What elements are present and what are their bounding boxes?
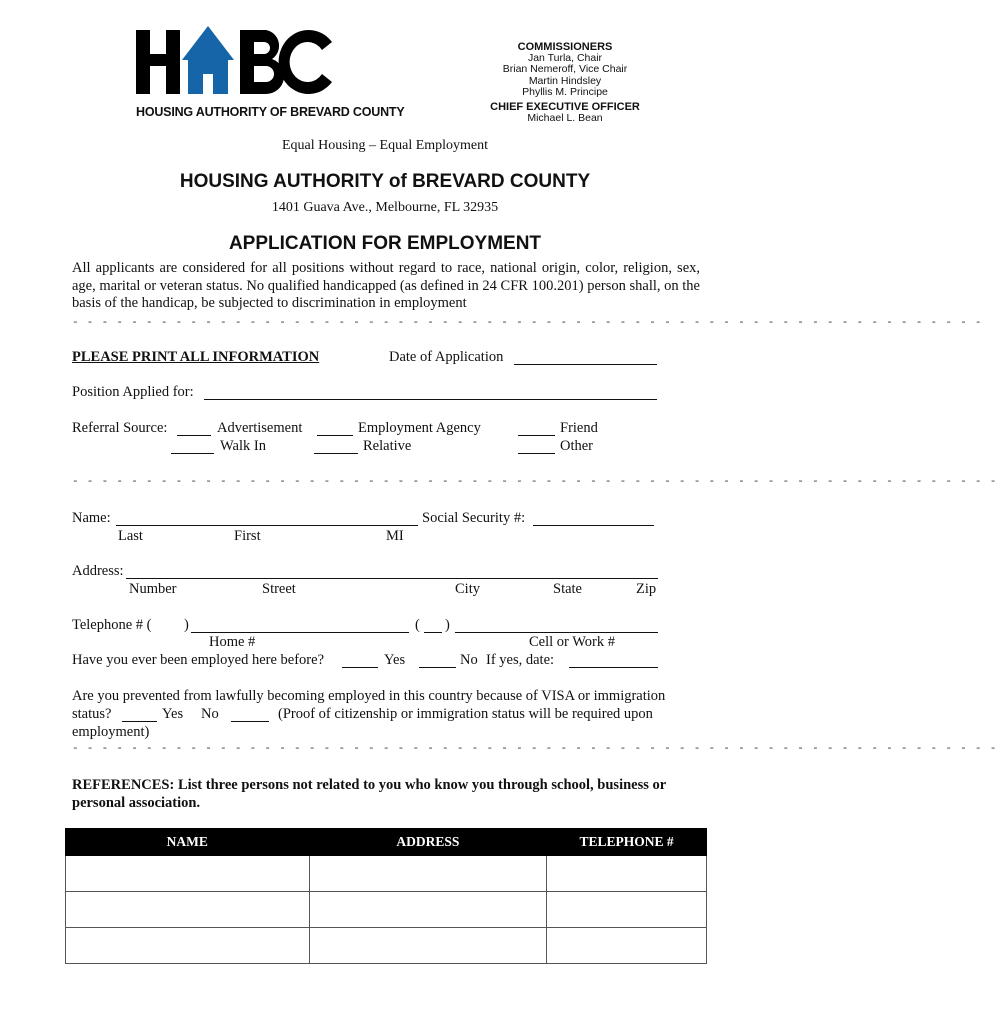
reference-address-cell[interactable] [309, 928, 547, 964]
address-part-label: Street [262, 581, 296, 597]
visa-note-end: employment) [72, 724, 150, 740]
divider: - - - - - - - - - - - - - - - - - - - - - - - - - - - - - - - - - - - - - - - - - - - - - - - - - - - - - - - - - - - - - - [72, 317, 983, 329]
ceo-name: Michael L. Bean [527, 112, 603, 125]
reference-telephone-cell[interactable] [547, 892, 707, 928]
employed-date-field[interactable] [569, 654, 658, 668]
telephone-label: Telephone # ( [72, 617, 152, 633]
home-label: Home # [209, 634, 256, 650]
referral-option: Other [560, 438, 594, 454]
if-yes-date-label: If yes, date: [486, 652, 555, 668]
habc-logo [136, 24, 336, 100]
org-title: HOUSING AUTHORITY of BREVARD COUNTY [179, 171, 591, 192]
address-part-label: Number [129, 581, 177, 597]
position-field[interactable] [204, 386, 657, 400]
referral-friend-blank[interactable] [518, 422, 555, 436]
referral-option: Advertisement [217, 420, 303, 436]
visa-status-label: status? [72, 706, 112, 722]
equal-housing-line: Equal Housing – Equal Employment [281, 138, 489, 153]
intro-paragraph: All applicants are considered for all positions without regard to race, national origin, color, religion, sex, age, marital or veteran status. No qualified handicapped (as defined in 24 CFR 100.201) person shall, on the basis of the handicap, be subjected to discrimination in employment [72, 260, 700, 311]
no-label: No [460, 652, 478, 668]
divider: - - - - - - - - - - - - - - - - - - - - - - - - - - - - - - - - - - - - - - - - - - - - - - - - - - - - - - - - - - - - - - - [72, 743, 997, 755]
date-of-application-field[interactable] [514, 351, 657, 365]
commissioner-name: Jan Turla, Chair [527, 52, 603, 65]
referral-label: Referral Source: [72, 420, 168, 436]
ceo-title: CHIEF EXECUTIVE OFFICER [490, 101, 640, 114]
table-row [66, 928, 707, 964]
visa-yes-blank[interactable] [122, 708, 157, 722]
address-part-label: State [553, 581, 582, 597]
referral-walkin-blank[interactable] [171, 440, 214, 454]
employed-no-blank[interactable] [419, 654, 456, 668]
visa-no-blank[interactable] [231, 708, 269, 722]
divider: - - - - - - - - - - - - - - - - - - - - - - - - - - - - - - - - - - - - - - - - - - - - - - - - - - - - - - - - - - - - - - - [72, 476, 997, 488]
referral-other-blank[interactable] [518, 440, 555, 454]
name-part-label: First [234, 528, 261, 544]
name-part-label: MI [386, 528, 404, 544]
paren-close: ) [445, 617, 450, 633]
reference-name-cell[interactable] [66, 856, 310, 892]
name-field[interactable] [116, 512, 418, 526]
address-part-label: Zip [636, 581, 657, 597]
yes-label: Yes [384, 652, 406, 668]
visa-note: (Proof of citizenship or immigration status will be required upon [278, 706, 653, 722]
reference-address-cell[interactable] [309, 856, 547, 892]
org-address: 1401 Guava Ave., Melbourne, FL 32935 [271, 200, 499, 215]
position-label: Position Applied for: [72, 384, 194, 400]
ssn-field[interactable] [533, 512, 654, 526]
address-part-label: City [455, 581, 480, 597]
reference-name-cell[interactable] [66, 928, 310, 964]
cell-phone-field[interactable] [455, 619, 658, 633]
paren-open: ( [415, 617, 420, 633]
referral-option: Walk In [220, 438, 266, 454]
column-header-address: ADDRESS [309, 829, 547, 856]
table-row [66, 856, 707, 892]
reference-address-cell[interactable] [309, 892, 547, 928]
column-header-telephone: TELEPHONE # [547, 829, 707, 856]
commissioner-name: Phyllis M. Principe [522, 85, 608, 98]
referral-option: Relative [363, 438, 412, 454]
referral-option: Employment Agency [358, 420, 481, 436]
reference-telephone-cell[interactable] [547, 856, 707, 892]
referral-relative-blank[interactable] [314, 440, 358, 454]
name-part-label: Last [118, 528, 143, 544]
employed-yes-blank[interactable] [342, 654, 378, 668]
print-all-notice: PLEASE PRINT ALL INFORMATION [72, 349, 320, 365]
form-title: APPLICATION FOR EMPLOYMENT [228, 233, 542, 254]
referral-agency-blank[interactable] [317, 422, 353, 436]
commissioner-name: Martin Hindsley [528, 74, 602, 87]
address-field[interactable] [126, 565, 658, 579]
referral-option: Friend [560, 420, 598, 436]
column-header-name: NAME [66, 829, 310, 856]
employed-before-question: Have you ever been employed here before? [72, 652, 325, 668]
references-heading: REFERENCES: List three persons not related to you who know you through school, business or personal association. [72, 777, 666, 811]
commissioners-block [490, 42, 640, 124]
table-header-row [66, 829, 707, 856]
date-of-application-label: Date of Application [389, 349, 504, 365]
address-label: Address: [72, 563, 124, 579]
yes-label: Yes [162, 706, 184, 722]
logo-tagline: HOUSING AUTHORITY OF BREVARD COUNTY [136, 105, 405, 119]
reference-telephone-cell[interactable] [547, 928, 707, 964]
ssn-label: Social Security #: [422, 510, 526, 526]
home-phone-field[interactable] [191, 619, 409, 633]
referral-advertisement-blank[interactable] [177, 422, 211, 436]
table-row [66, 892, 707, 928]
commissioner-name: Brian Nemeroff, Vice Chair [502, 63, 628, 76]
reference-name-cell[interactable] [66, 892, 310, 928]
name-label: Name: [72, 510, 111, 526]
no-label: No [201, 706, 219, 722]
commissioners-title: COMMISSIONERS [517, 41, 613, 53]
references-table [65, 828, 707, 964]
cell-label: Cell or Work # [529, 634, 615, 650]
visa-question: Are you prevented from lawfully becoming employed in this country because of VISA or immigration [72, 688, 666, 704]
paren-close: ) [184, 617, 189, 633]
cell-area-code-field[interactable] [424, 619, 442, 633]
